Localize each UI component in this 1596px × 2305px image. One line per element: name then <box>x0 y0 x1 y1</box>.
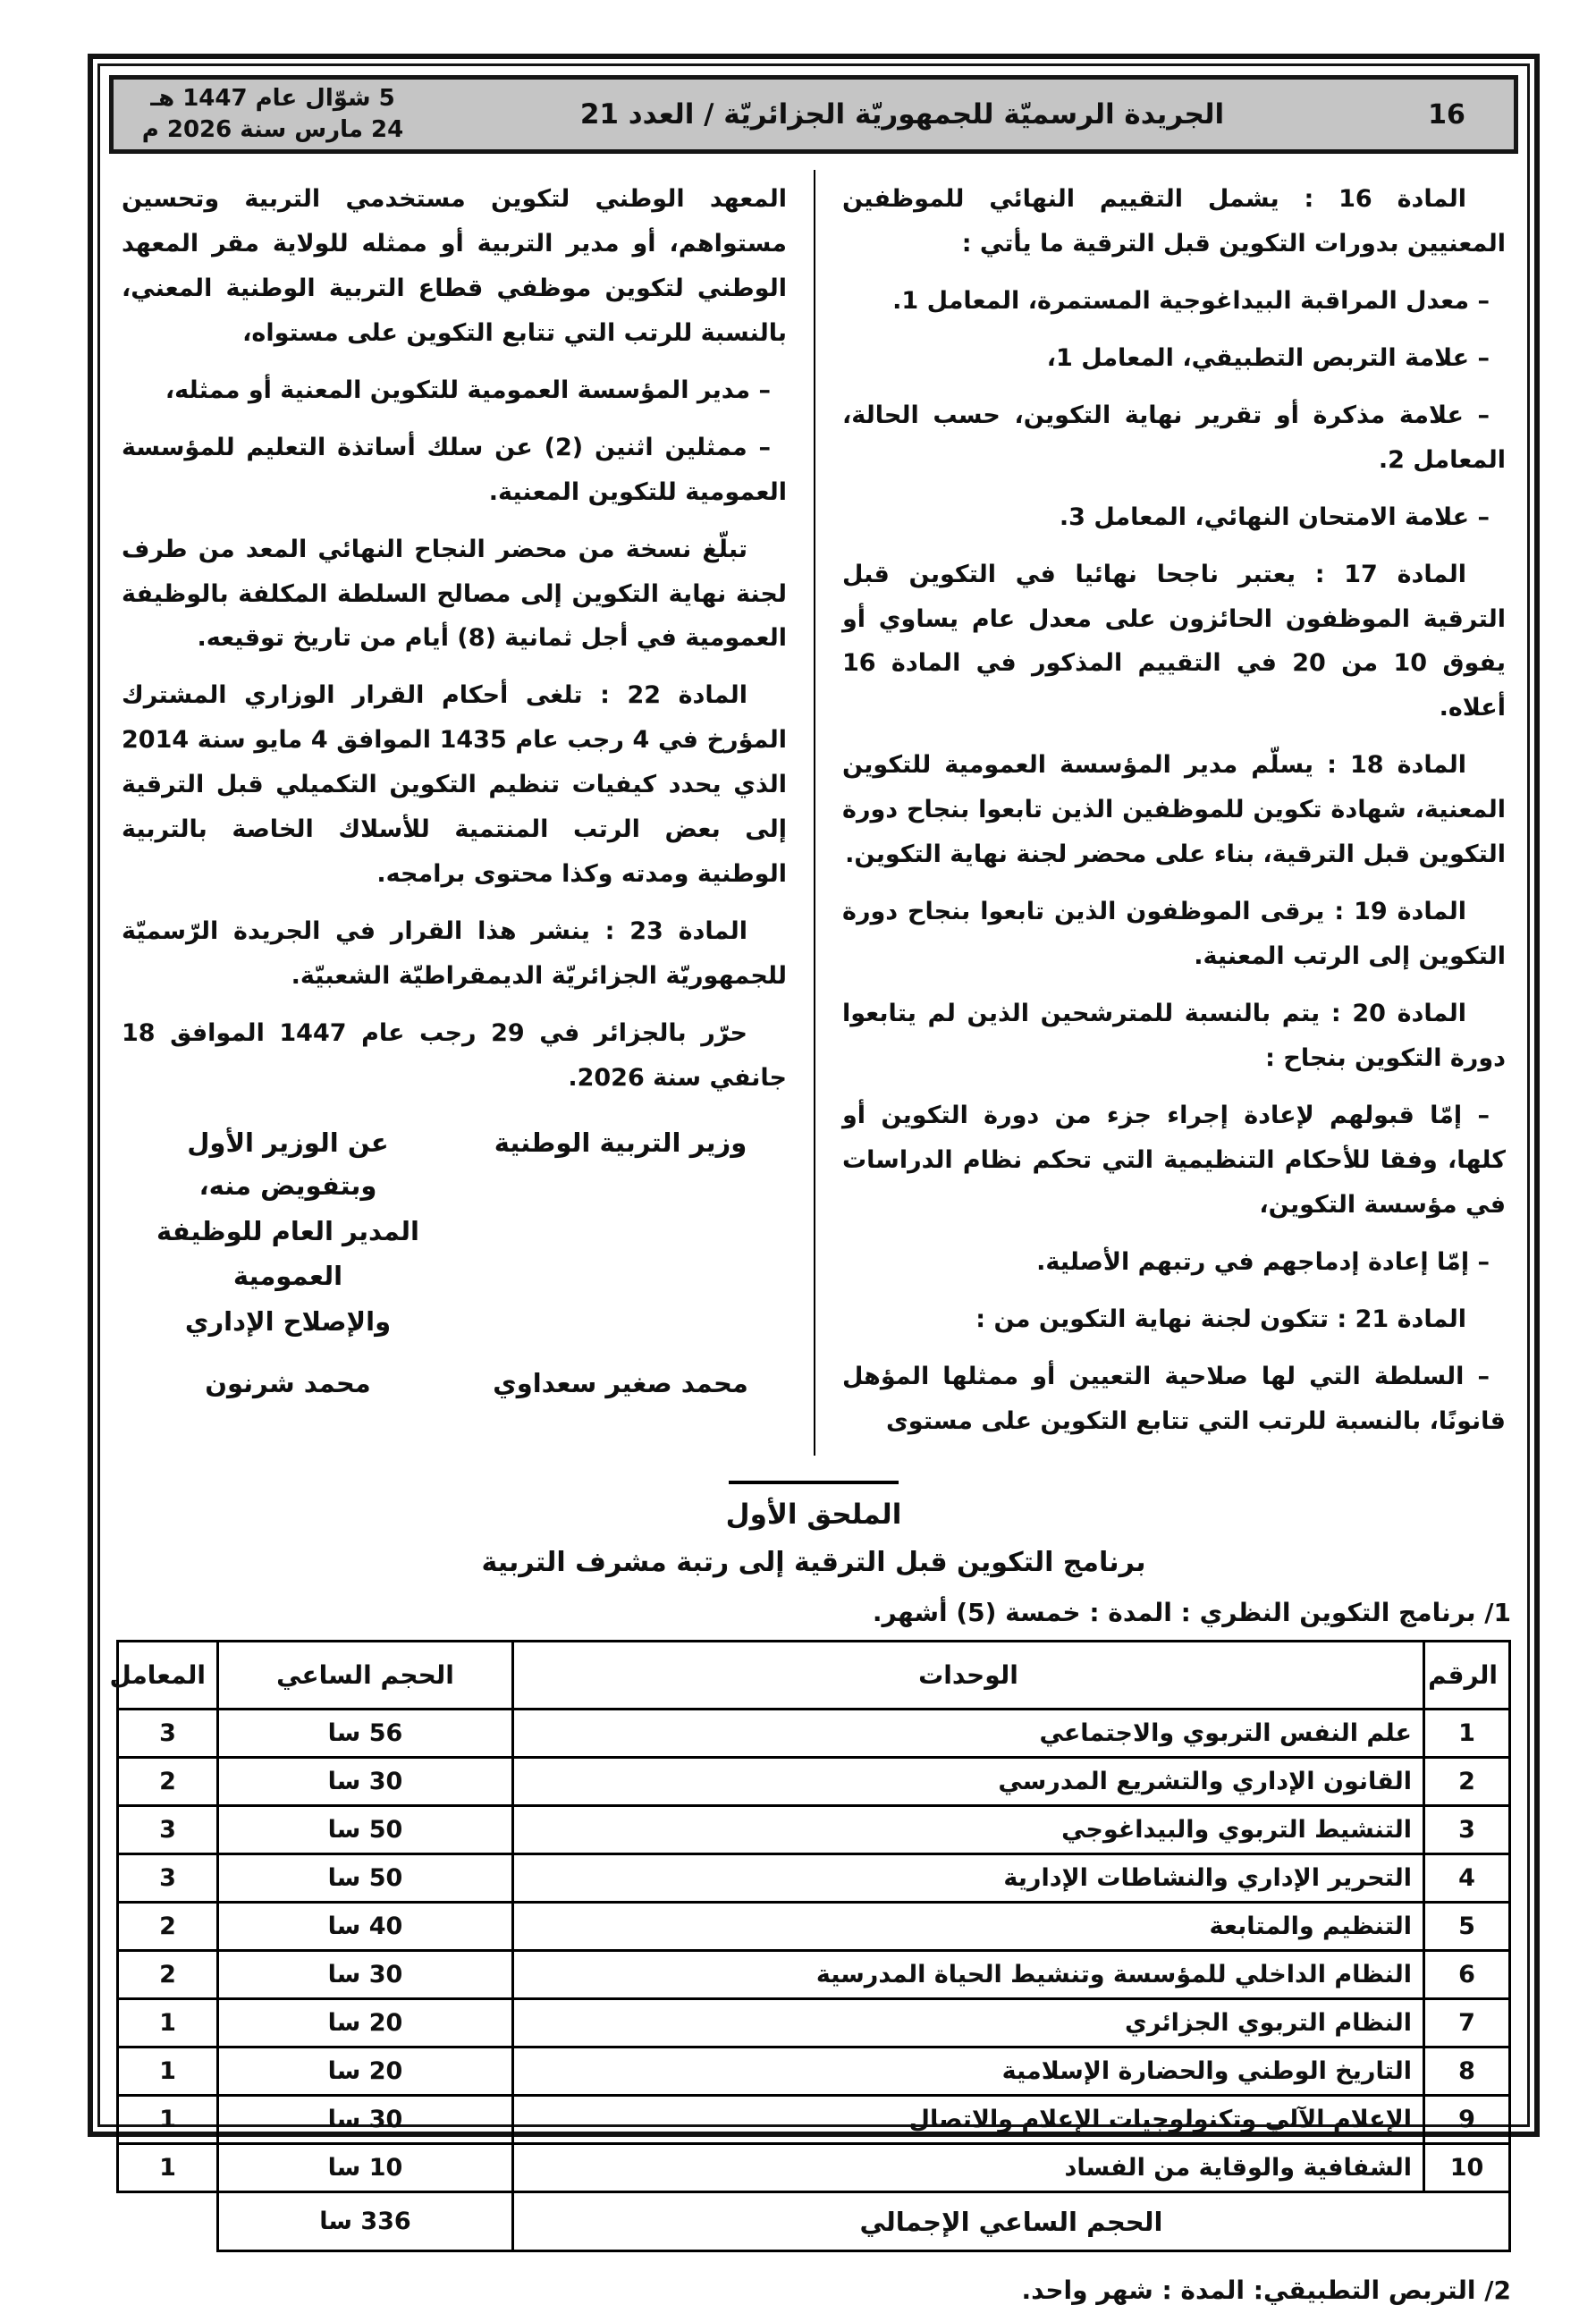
annex-subtitle: برنامج التكوين قبل الترقية إلى رتبة مشرف التربية <box>481 1547 1146 1579</box>
header-band <box>109 75 1518 154</box>
table-row: 2 القانون الإداري والتشريع المدرسي 30 سا 2 <box>118 1758 1510 1806</box>
issue-dates <box>114 83 425 146</box>
signature-delegation <box>122 1163 787 1345</box>
article-19: المادة 19 : يرقى الموظفون الذين تابعوا بنجاح دورة التكوين إلى الرتب المعنية. <box>842 898 1506 971</box>
table-row: 1 علم النفس التربوي والاجتماعي 56 سا 3 <box>118 1710 1510 1758</box>
signature-titles <box>122 1127 787 1158</box>
article-16-item: – علامة الامتحان النهائي، المعامل 3. <box>1059 502 1490 531</box>
training-program-table <box>109 1640 1511 2252</box>
delegation-line: المدير العام للوظيفة العمومية <box>156 1215 419 1292</box>
table-row: 9 الإعلام الآلي وتكنولوجيات الإعلام والاتصال 30 سا 1 <box>118 2096 1510 2144</box>
annex-title: الملحق الأول <box>725 1499 902 1532</box>
table-row: 3 التنشيط التربوي والبيداغوجي 50 سا 3 <box>118 1806 1510 1854</box>
column-header-number: الرقم <box>1424 1642 1510 1710</box>
table-row: 6 النظام الداخلي للمؤسسة وتنشيط الحياة المدرسية 30 سا 2 <box>118 1951 1510 1999</box>
signature-title-minister: وزير التربية الوطنية <box>494 1127 747 1158</box>
column-header-units: الوحدات <box>513 1642 1424 1710</box>
delegation-line: وبتفويض منه، <box>198 1169 377 1201</box>
table-header-row <box>118 1642 1510 1710</box>
page-frame <box>88 54 1540 2305</box>
page-number: 16 <box>1428 98 1465 131</box>
enactment-line: حرّر بالجزائر في 29 رجب عام 1447 الموافق 18 جانفي سنة 2026. <box>122 1018 787 1092</box>
signature-name-minister: محمد صغير سعداوي <box>493 1367 748 1398</box>
total-empty-cell <box>118 2192 218 2251</box>
table-row: 10 الشفافية والوقاية من الفساد 10 سا 1 <box>118 2144 1510 2192</box>
article-21-item: – السلطة التي لها صلاحية التعيين أو ممثلها المؤهل قانونًا، بالنسبة للرتب التي تتابع التكوين على مستوى <box>842 1362 1506 1435</box>
table-row: 5 التنظيم والمتابعة 40 سا 2 <box>118 1903 1510 1951</box>
signature-title-prime-minister: عن الوزير الأول <box>187 1127 389 1158</box>
article-21-item: – ممثلين اثنين (2) عن سلك أساتذة التعليم للمؤسسة العمومية للتكوين المعنية. <box>122 433 787 506</box>
article-23: المادة 23 : ينشر هذا القرار في الجريدة الرّسميّة للجمهوريّة الجزائريّة الديمقراطيّة الشعبيّة. <box>122 917 787 990</box>
table-row: 7 النظام التربوي الجزائري 20 سا 1 <box>118 1999 1510 2047</box>
article-18: المادة 18 : يسلّم مدير المؤسسة العمومية للتكوين المعنية، شهادة تكوين للموظفين الذين تابعوا بنجاح دورة التكوين قبل الترقية، بناء على محضر لجنة نهاية التكوين. <box>842 751 1506 869</box>
signature-block <box>122 1127 787 1398</box>
table-total-row <box>118 2192 1510 2251</box>
article-16: المادة 16 : يشمل التقييم النهائي للموظفين المعنيين بدورات التكوين قبل الترقية ما يأتي : <box>842 185 1506 258</box>
article-21-continuation: المعهد الوطني لتكوين مستخدمي التربية وتحسين مستواهم، أو مدير التربية أو ممثله للولاية مقر المعهد الوطني لتكوين موظفي قطاع التربية الوطنية المعني، بالنسبة للرتب التي تتابع التكوين على مستواه، <box>122 185 787 347</box>
practical-internship-line: 2/ التربص التطبيقي: المدة : شهر واحد. <box>1021 2275 1511 2305</box>
article-21-note: تبلّغ نسخة من محضر النجاح النهائي المعد من طرف لجنة نهاية التكوين إلى مصالح السلطة المكلفة بالوظيفة العمومية في أجل ثمانية (8) أيام من تاريخ توقيعه. <box>122 535 787 653</box>
article-16-item: – علامة مذكرة أو تقرير نهاية التكوين، حسب الحالة، المعامل 2. <box>842 401 1506 474</box>
column-header-coefficient: المعامل <box>118 1642 218 1710</box>
column-right <box>814 170 1506 1456</box>
total-hours: 336 سا <box>218 2192 513 2251</box>
article-21-item: – مدير المؤسسة العمومية للتكوين المعنية أو ممثله، <box>165 376 771 404</box>
total-label: الحجم الساعي الإجمالي <box>513 2192 1510 2251</box>
article-20-item: – إمّا إعادة إدماجهم في رتبهم الأصلية. <box>1036 1247 1490 1276</box>
journal-title: الجريدة الرسميّة للجمهوريّة الجزائريّة / العدد 21 <box>579 98 1225 131</box>
date-hijri: 5 شوّال عام 1447 هـ <box>150 84 395 112</box>
table-row: 4 التحرير الإداري والنشاطات الإدارية 50 سا 3 <box>118 1854 1510 1903</box>
article-16-item: – علامة التربص التطبيقي، المعامل 1، <box>1046 343 1490 372</box>
article-21: المادة 21 : تتكون لجنة نهاية التكوين من : <box>975 1304 1466 1333</box>
article-20-item: – إمّا قبولهم لإعادة إجراء جزء من دورة التكوين أو كلها، وفقا للأحكام التنظيمية التي تحكم نظام الدراسات في مؤسسة التكوين، <box>842 1101 1506 1219</box>
article-17: المادة 17 : يعتبر ناجحا نهائيا في التكوين قبل الترقية الموظفون الحائزون على معدل عام يساوي أو يفوق 10 من 20 في التقييم المذكور في المادة 16 أعلاه. <box>842 560 1506 722</box>
article-columns <box>100 154 1527 1456</box>
separator-rule <box>729 1481 899 1484</box>
article-16-item: – معدل المراقبة البيداغوجية المستمرة، المعامل 1. <box>892 286 1490 315</box>
delegation-line: والإصلاح الإداري <box>184 1306 392 1338</box>
table-row: 8 التاريخ الوطني والحضارة الإسلامية 20 سا 1 <box>118 2047 1510 2096</box>
page-frame-inner <box>97 63 1530 2305</box>
annex-section <box>100 1481 1527 2305</box>
date-gregorian: 24 مارس سنة 2026 م <box>141 116 404 143</box>
signature-name-director: محمد شرنون <box>205 1367 371 1398</box>
column-left <box>122 170 814 1456</box>
article-20: المادة 20 : يتم بالنسبة للمترشحين الذين لم يتابعوا دورة التكوين بنجاح : <box>842 1000 1506 1072</box>
article-22: المادة 22 : تلغى أحكام القرار الوزاري المشترك المؤرخ في 4 رجب عام 1435 الموافق 4 مايو سنة 2014 الذي يحدد كيفيات تنظيم التكوين التكميلي قبل الترقية إلى بعض الرتب المنتمية للأسلاك الخاصة بالتربية الوطنية ومدته وكذا محتوى برامجه. <box>122 681 787 889</box>
signature-names <box>122 1368 787 1398</box>
theoretical-program-line: 1/ برنامج التكوين النظري : المدة : خمسة (5) أشهر. <box>872 1598 1511 1628</box>
column-header-hours: الحجم الساعي <box>218 1642 513 1710</box>
